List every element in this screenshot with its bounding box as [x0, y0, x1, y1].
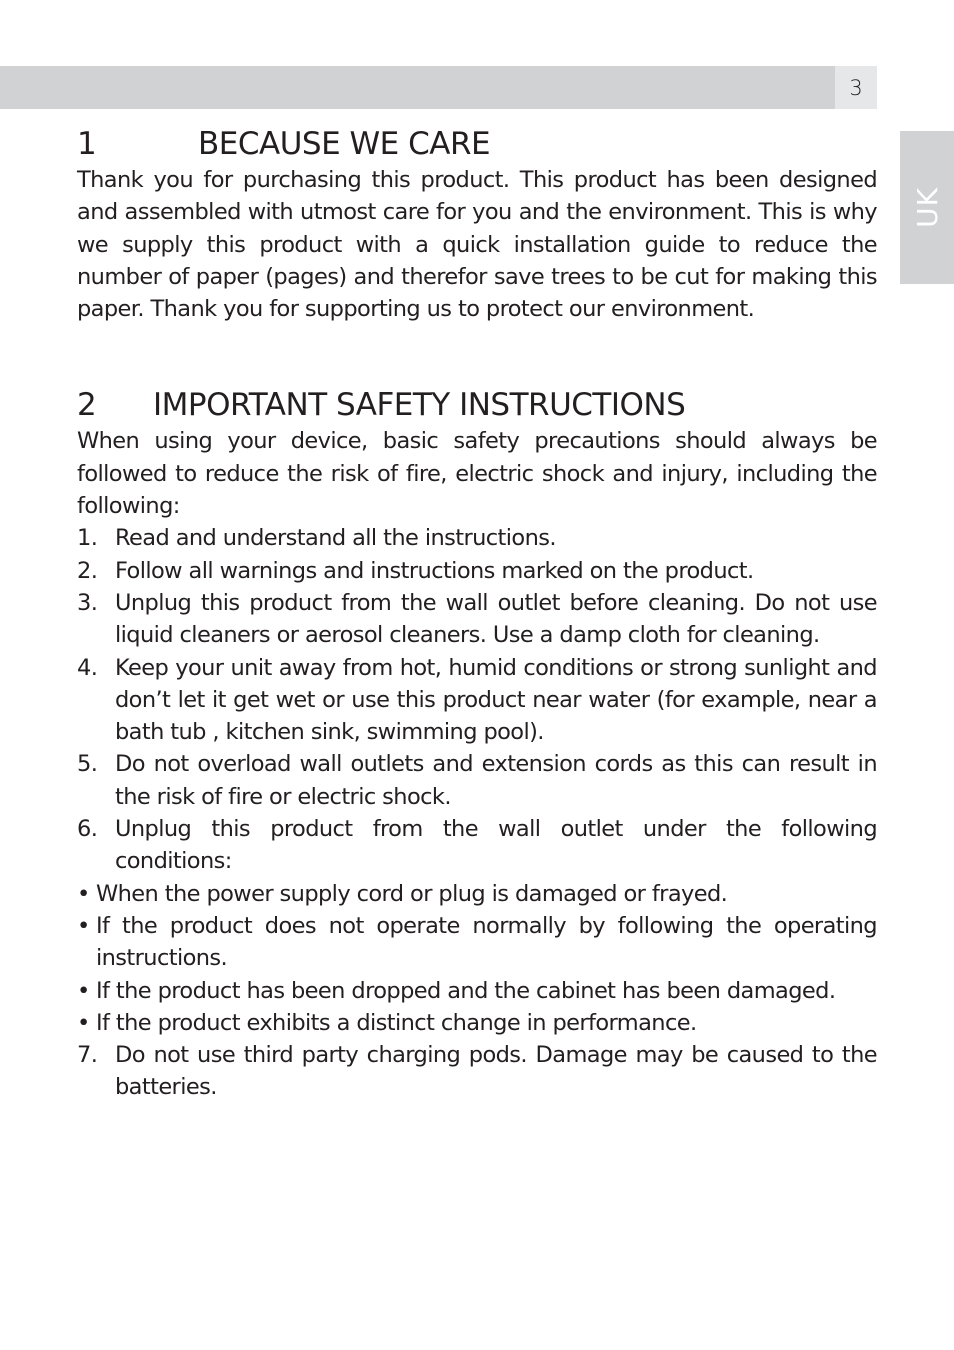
- section-2-number: 2: [77, 387, 97, 424]
- bullet-marker: •: [77, 880, 90, 907]
- page-content: [77, 124, 877, 1104]
- list-item: [77, 555, 877, 587]
- bullet-item-text: When the power supply cord or plug is damaged or frayed.: [96, 880, 728, 907]
- safety-instructions-list: [77, 522, 877, 1103]
- list-item: [77, 522, 877, 554]
- page-number: 3: [835, 66, 877, 109]
- list-item-text: Read and understand all the instructions.: [115, 525, 556, 552]
- header-bar: [0, 66, 835, 109]
- list-marker: 1.: [77, 525, 98, 552]
- section-1-title: BECAUSE WE CARE: [198, 126, 491, 162]
- bullet-item-text: If the product does not operate normally by following the operating instructions.: [96, 912, 877, 972]
- bullet-item: [77, 878, 877, 910]
- bullet-item-text: If the product has been dropped and the cabinet has been damaged.: [96, 977, 836, 1004]
- list-item-text: Unplug this product from the wall outlet under the following conditions:: [115, 816, 877, 875]
- list-item: [77, 813, 877, 878]
- list-marker: 7.: [77, 1042, 98, 1069]
- list-marker: 4.: [77, 654, 98, 681]
- section-2-title: IMPORTANT SAFETY INSTRUCTIONS: [153, 387, 686, 424]
- bullet-item: [77, 975, 877, 1007]
- list-item-text: Unplug this product from the wall outlet before cleaning. Do not use liquid cleaners or aerosol cleaners. Use a damp cloth for cleaning.: [115, 589, 877, 649]
- list-item-text: Keep your unit away from hot, humid conditions or strong sunlight and don’t let it get wet or use this product near water (for example, near a bath tub , kitchen sink, swimming pool).: [115, 654, 877, 746]
- list-item: [77, 652, 877, 749]
- list-item: [77, 1039, 877, 1104]
- section-2-intro: When using your device, basic safety precautions should always be followed to reduce the risk of fire, electric shock and injury, including the following:: [77, 428, 877, 520]
- language-tab: [900, 131, 954, 284]
- list-item: [77, 587, 877, 652]
- section-1-body: Thank you for purchasing this product. This product has been designed and assembled with utmost care for you and the environment. This is why we supply this product with a quick installation guide to reduce the number of paper (pages) and therefor save trees to be cut for making this paper. Thank you for supporting us to protect our environment.: [77, 167, 877, 323]
- bullet-item: [77, 910, 877, 975]
- bullet-marker: •: [77, 1009, 90, 1036]
- bullet-marker: •: [77, 912, 90, 939]
- list-marker: 3.: [77, 589, 98, 616]
- language-tab-label: UK: [910, 187, 944, 228]
- list-marker: 5.: [77, 751, 98, 778]
- list-item-text: Do not use third party charging pods. Damage may be caused to the batteries.: [115, 1042, 877, 1101]
- list-marker: 2.: [77, 557, 98, 584]
- list-item: [77, 748, 877, 813]
- section-1-number: 1: [77, 126, 97, 162]
- list-item-text: Follow all warnings and instructions marked on the product.: [115, 557, 754, 584]
- list-item-text: Do not overload wall outlets and extension cords as this can result in the risk of fire or electric shock.: [115, 751, 877, 810]
- section-1-heading: [77, 124, 877, 164]
- bullet-item: [77, 1007, 877, 1039]
- section-2-heading: [77, 385, 877, 425]
- bullet-marker: •: [77, 977, 90, 1004]
- list-marker: 6.: [77, 816, 98, 843]
- bullet-item-text: If the product exhibits a distinct change in performance.: [96, 1009, 697, 1036]
- section-spacer: [77, 325, 877, 385]
